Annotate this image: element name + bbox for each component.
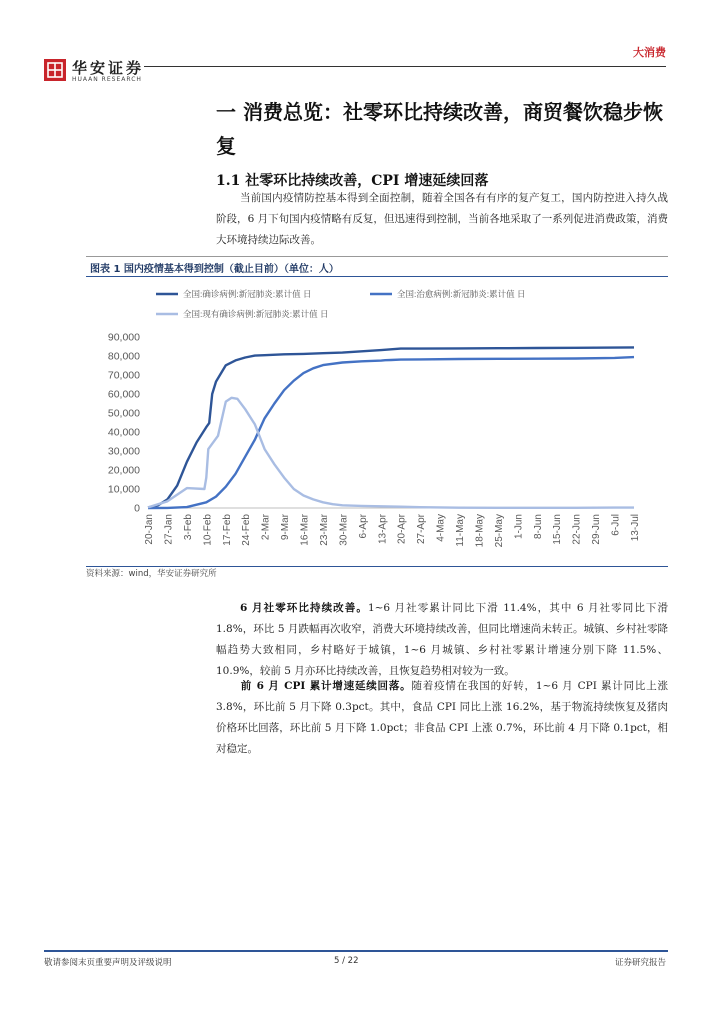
legend-label-2: 全国:治愈病例:新冠肺炎:累计值 日 <box>397 289 526 299</box>
cpi-paragraph <box>216 676 668 760</box>
x-tick-label: 2-Mar <box>260 514 272 541</box>
x-tick-label: 13-Jul <box>630 514 641 542</box>
x-tick-label: 16-Mar <box>299 514 311 546</box>
figure-source: 资料来源：wind，华安证券研究所 <box>86 569 217 579</box>
retail-paragraph-lead: 6 月社零环比持续改善。 <box>240 602 368 614</box>
figure-top-rule <box>86 256 668 257</box>
brand-logo-icon <box>44 59 66 81</box>
epidemic-line-chart <box>86 278 668 564</box>
x-tick-label: 13-Apr <box>377 514 389 545</box>
footer-rule <box>44 950 668 952</box>
y-tick-label: 90,000 <box>107 331 140 344</box>
y-tick-label: 40,000 <box>107 426 140 439</box>
x-tick-label: 22-Jun <box>571 514 583 545</box>
legend-label-1: 全国:确诊病例:新冠肺炎:累计值 日 <box>183 289 312 299</box>
figure-title-rule <box>86 276 668 277</box>
figure-title: 图表 1 国内疫情基本得到控制（截止目前）（单位：人） <box>90 264 339 275</box>
x-tick-label: 18-May <box>474 514 486 548</box>
section-subtitle: 1.1 社零环比持续改善，CPI 增速延续回落 <box>216 173 489 189</box>
retail-paragraph-text: 1~6 月社零累计同比下滑 11.4%，其中 6 月社零同比下滑 1.8%，环比 5 月跌幅再次收窄，消费大环境持续改善，但同比增速尚未转正。城镇、乡村社零降幅趋势大致相同，乡村略好于城镇，1~6 月城镇、乡村社零累计增速分别下降 11.5%、10.9%，较前 5 月亦环比持续改善，且恢复趋势相对较为一致。 <box>216 602 669 677</box>
retail-paragraph <box>216 598 668 682</box>
x-tick-label: 25-May <box>493 514 505 548</box>
x-tick-label: 23-Mar <box>318 514 330 546</box>
page-number: 5 / 22 <box>334 956 359 966</box>
y-tick-label: 70,000 <box>107 369 140 382</box>
x-tick-label: 20-Apr <box>396 514 408 545</box>
y-tick-label: 60,000 <box>107 388 140 401</box>
x-tick-label: 3-Feb <box>182 514 194 541</box>
brand-subtitle: HUAAN RESEARCH <box>72 76 142 83</box>
cpi-paragraph-text: 随着疫情在我国的好转，1~6 月 CPI 累计同比上涨 3.8%，环比前 5 月下降 0.3pct。其中，食品 CPI 同比上涨 16.2%，基于物流持续恢复及猪肉价格环比回落，环比前 5 月下降 1.0pct；非食品 CPI 上涨 0.7%，环比前 4 月下降 0.1pct，相对稳定。 <box>216 680 669 755</box>
report-category: 大消费 <box>633 46 666 59</box>
y-tick-label: 10,000 <box>107 483 140 496</box>
x-tick-label: 30-Mar <box>338 514 350 546</box>
x-tick-label: 9-Mar <box>280 514 292 541</box>
series-line-2 <box>148 357 634 508</box>
x-tick-label: 15-Jun <box>552 514 564 545</box>
x-tick-label: 6-Apr <box>357 514 369 539</box>
intro-paragraph: 当前国内疫情防控基本得到全面控制，随着全国各有有序的复产复工，国内防控进入持久战阶段，6 月下旬国内疫情略有反复，但迅速得到控制，当前各地采取了一系列促进消费政策，消费大环境持续边际改善。 <box>216 192 668 246</box>
x-tick-label: 10-Feb <box>202 514 214 546</box>
y-tick-label: 20,000 <box>107 464 140 477</box>
x-tick-label: 6-Jul <box>610 514 622 536</box>
x-tick-label: 17-Feb <box>221 514 233 546</box>
section-title: 一 消费总览：社零环比持续改善，商贸餐饮稳步恢复 <box>216 100 663 158</box>
footer-disclaimer: 敬请参阅末页重要声明及评级说明 <box>44 958 172 968</box>
x-tick-label: 4-May <box>435 514 447 542</box>
x-tick-label: 24-Feb <box>241 514 253 546</box>
x-tick-label: 20-Jan <box>144 514 155 545</box>
cpi-paragraph-lead: 前 6 月 CPI 累计增速延续回落。 <box>240 680 412 692</box>
x-tick-label: 1-Jun <box>513 514 525 540</box>
brand-name: 华安证券 <box>72 59 145 77</box>
y-tick-label: 50,000 <box>107 407 140 420</box>
x-tick-label: 27-Jan <box>163 514 175 545</box>
footer-doc-type: 证券研究报告 <box>614 958 666 968</box>
x-tick-label: 29-Jun <box>591 514 603 545</box>
y-tick-label: 0 <box>134 502 140 515</box>
x-tick-label: 8-Jun <box>532 514 544 540</box>
x-tick-label: 11-May <box>455 514 467 547</box>
y-tick-label: 80,000 <box>107 350 140 363</box>
legend-label-3: 全国:现有确诊病例:新冠肺炎:累计值 日 <box>183 309 329 319</box>
y-tick-label: 30,000 <box>107 445 140 458</box>
x-tick-label: 27-Apr <box>416 514 428 545</box>
header-rule <box>144 66 666 67</box>
